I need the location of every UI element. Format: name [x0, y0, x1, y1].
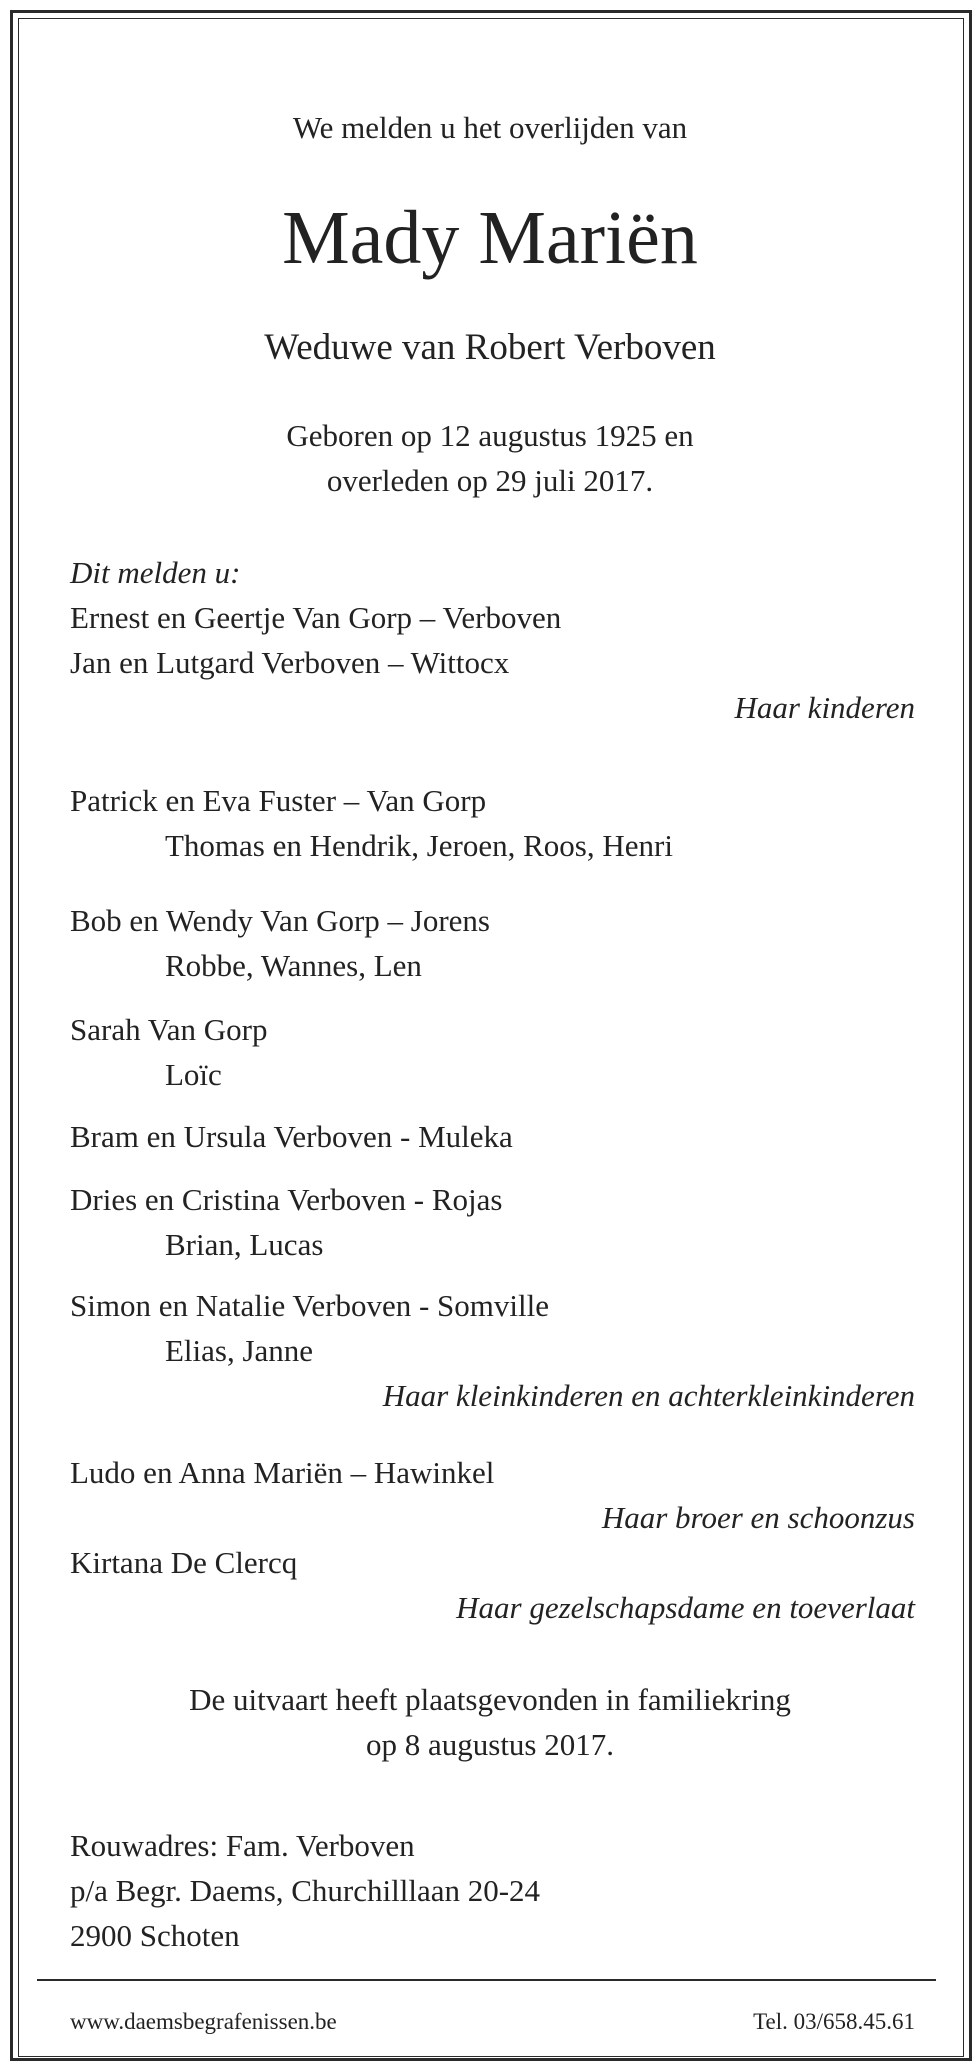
children-role: Haar kinderen [734, 690, 915, 725]
address-line1: Rouwadres: Fam. Verboven [70, 1828, 415, 1863]
widow-of: Weduwe van Robert Verboven [264, 327, 716, 368]
funeral-info-line2: op 8 augustus 2017. [366, 1727, 614, 1762]
companion-name: Kirtana De Clercq [70, 1545, 298, 1580]
great-grandchildren: Thomas en Hendrik, Jeroen, Roos, Henri [165, 828, 673, 863]
grandchild-family: Simon en Natalie Verboven - Somville [70, 1288, 549, 1323]
sibling-role: Haar broer en schoonzus [601, 1500, 915, 1535]
grandchild-family: Bram en Ursula Verboven - Muleka [70, 1119, 513, 1154]
funeral-info-line1: De uitvaart heeft plaatsgevonden in familiekring [189, 1682, 791, 1717]
deceased-name: Mady Mariën [282, 196, 698, 280]
great-grandchildren: Robbe, Wannes, Len [165, 948, 422, 983]
child-family: Jan en Lutgard Verboven – Wittocx [70, 645, 510, 680]
child-family: Ernest en Geertje Van Gorp – Verboven [70, 600, 562, 635]
grandchild-family: Bob en Wendy Van Gorp – Jorens [70, 903, 490, 938]
birth-date-line: Geboren op 12 augustus 1925 en [286, 418, 694, 453]
death-date-line: overleden op 29 juli 2017. [326, 463, 654, 498]
announcers-heading: Dit melden u: [70, 555, 241, 590]
phone-number: Tel. 03/658.45.61 [753, 2009, 915, 2034]
grandchild-family: Sarah Van Gorp [70, 1012, 268, 1047]
grandchild-family: Dries en Cristina Verboven - Rojas [70, 1182, 503, 1217]
great-grandchildren: Elias, Janne [165, 1333, 314, 1368]
great-grandchildren: Brian, Lucas [165, 1227, 324, 1262]
address-line2: p/a Begr. Daems, Churchilllaan 20-24 [70, 1873, 541, 1908]
grandchild-family: Patrick en Eva Fuster – Van Gorp [70, 783, 487, 818]
intro-text: We melden u het overlijden van [292, 110, 688, 145]
footer-divider [37, 1979, 936, 1981]
great-grandchildren: Loïc [165, 1057, 222, 1092]
sibling-family: Ludo en Anna Mariën – Hawinkel [70, 1455, 495, 1490]
companion-role: Haar gezelschapsdame en toeverlaat [456, 1590, 915, 1625]
address-line3: 2900 Schoten [70, 1918, 240, 1953]
grandchildren-role: Haar kleinkinderen en achterkleinkinderen [382, 1378, 915, 1413]
website-link[interactable]: www.daemsbegrafenissen.be [70, 2009, 337, 2034]
